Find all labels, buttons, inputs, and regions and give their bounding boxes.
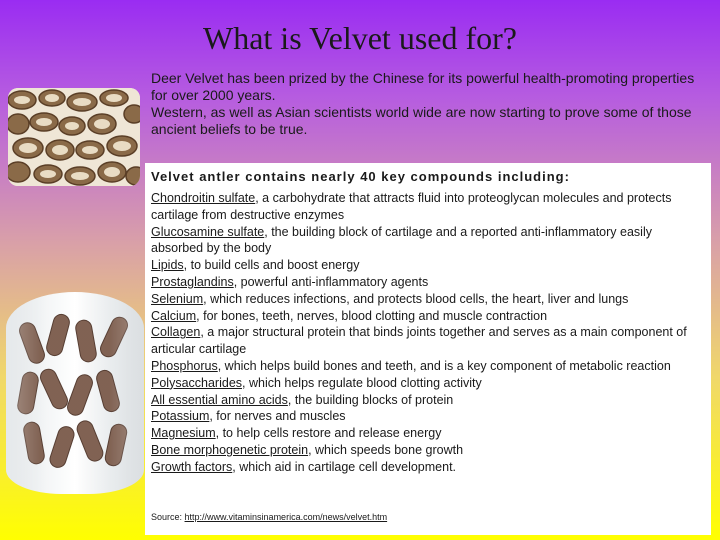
item-term: Glucosamine sulfate [151, 224, 265, 239]
list-item [151, 442, 705, 459]
item-term: Lipids [151, 258, 184, 273]
item-term: Chondroitin sulfate [151, 191, 256, 205]
list-item [151, 392, 705, 409]
item-desc: , powerful anti-inflammatory agents [233, 274, 429, 289]
slide-title: What is Velvet used for? [203, 20, 517, 56]
compounds-list [151, 190, 705, 476]
item-desc: , to build cells and boost energy [183, 258, 360, 273]
intro-line-2: Western, as well as Asian scientists world wide are now starting to prove some of those ancient beliefs to be true. [151, 104, 692, 137]
item-desc: , which helps regulate blood clotting activity [242, 375, 482, 390]
list-item [151, 190, 705, 224]
list-item [151, 408, 705, 425]
list-item [151, 308, 705, 325]
source-link[interactable]: http://www.vitaminsinamerica.com/news/velvet.htm [184, 512, 388, 522]
source-line [151, 512, 387, 522]
item-term: Prostaglandins [151, 274, 234, 289]
source-label: Source: [151, 512, 185, 522]
compounds-heading: Velvet antler contains nearly 40 key compounds including: [151, 169, 570, 184]
compounds-box [145, 163, 711, 535]
item-desc: , a major structural protein that binds joints together and serves as a main component of articular cartilage [151, 325, 687, 357]
item-desc: , the building block of cartilage and a reported anti-inflammatory easily absorbed by the body [151, 224, 652, 256]
list-item [151, 274, 705, 291]
item-desc: , which reduces infections, and protects blood cells, the heart, liver and lungs [203, 291, 629, 306]
item-desc: , for bones, teeth, nerves, blood clotting and muscle contraction [196, 308, 548, 323]
intro-text [151, 70, 711, 138]
list-item [151, 224, 705, 258]
list-item [151, 324, 705, 358]
item-term: Phosphorus [151, 358, 218, 373]
item-desc: , which aid in cartilage cell development. [232, 459, 457, 474]
velvet-slices-image [8, 88, 140, 186]
intro-line-1: Deer Velvet has been prized by the Chinese for its powerful health-promoting properties for over 2000 years. [151, 70, 695, 103]
item-term: Magnesium [151, 426, 216, 441]
item-desc: , for nerves and muscles [209, 409, 346, 424]
item-desc: , to help cells restore and release energy [215, 426, 442, 441]
list-item [151, 459, 705, 476]
list-item [151, 425, 705, 442]
item-term: Selenium [151, 291, 204, 306]
item-term: All essential amino acids [151, 392, 288, 407]
item-term: Collagen [151, 325, 201, 340]
item-term: Growth factors [151, 459, 233, 474]
item-term: Calcium [151, 308, 197, 323]
list-item [151, 358, 705, 375]
list-item [151, 257, 705, 274]
item-desc: , a carbohydrate that attracts fluid into proteoglycan molecules and protects cartilage from destructive enzymes [151, 191, 672, 222]
item-desc: , which helps build bones and teeth, and is a key component of metabolic reaction [217, 358, 671, 373]
item-desc: , the building blocks of protein [287, 392, 454, 407]
item-term: Potassium [151, 409, 210, 424]
item-term: Polysaccharides [151, 375, 243, 390]
item-term: Bone morphogenetic protein [151, 442, 309, 457]
capsules-jar-image [6, 292, 144, 494]
list-item [151, 375, 705, 392]
list-item [151, 291, 705, 308]
item-desc: , which speeds bone growth [308, 442, 464, 457]
